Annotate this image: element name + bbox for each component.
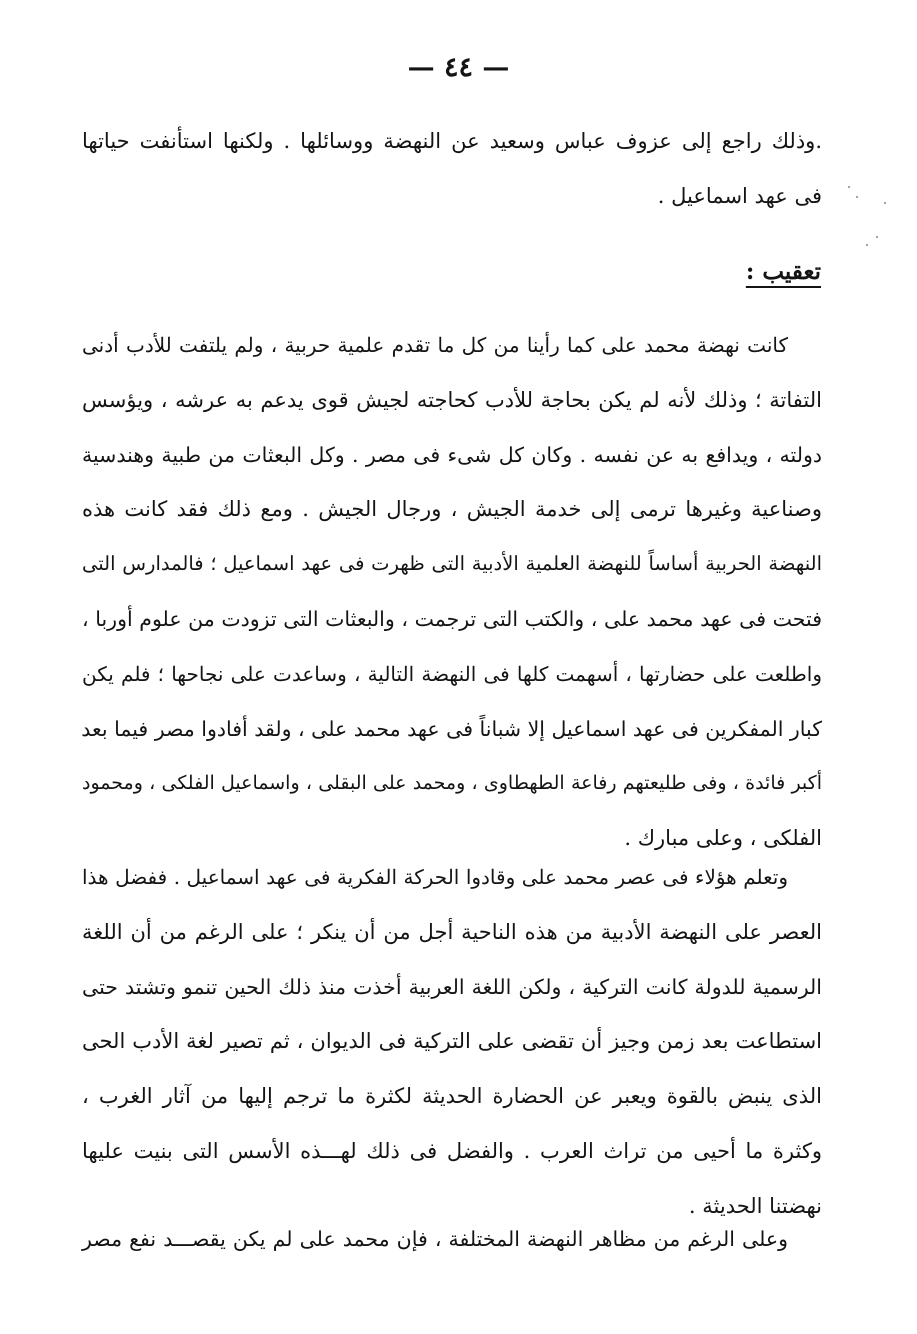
paragraph-3 [82,1212,822,1267]
text-line: .وذلك راجع إلى عزوف عباس وسعيد عن النهضة ووسائلها . ولكنها استأنفت حياتها [82,129,822,153]
intro-text [82,114,822,224]
page-number: — ٤٤ — [407,52,510,83]
scan-speck [876,236,878,238]
text-line: دولته ، ويدافع به عن نفسه . وكان كل شىء فى مصر . وكل البعثات من طبية وهندسية [82,442,822,467]
text-line: وتعلم هؤلاء فى عصر محمد على وقادوا الحركة الفكرية فى عهد اسماعيل . ففضل هذا [82,865,788,889]
text-line: وصناعية وغيرها ترمى إلى خدمة الجيش ، ورجال الجيش . ومع ذلك فقد كانت هذه [82,497,822,522]
scan-speck [866,244,868,246]
section-heading: تعقيب : [745,258,821,285]
paragraph-1 [82,318,822,866]
text-line: الرسمية للدولة كانت التركية ، ولكن اللغة العربية أخذت منذ ذلك الحين تنمو وتشتد حتى [82,974,822,999]
text-line: وكثرة ما أحيى من تراث العرب . والفضل فى ذلك لهـــذه الأسس التى بنيت عليها [82,1138,822,1163]
text-line: واطلعت على حضارتها ، أسهمت كلها فى النهضة التالية ، وساعدت على نجاحها ؛ فلم يكن [82,661,822,686]
paragraph-2 [82,850,822,1234]
text-line: الفلكى ، وعلى مبارك . [624,826,822,851]
text-line: التفاتة ؛ وذلك لأنه لم يكن بحاجة للأدب كحاجته لجيش قوى يدعم به عرشه ، ويؤسس [82,387,822,412]
text-line: وعلى الرغم من مظاهر النهضة المختلفة ، فإن محمد على لم يكن يقصـــد نفع مصر [82,1227,788,1251]
text-line: نهضتنا الحديثة . [688,1193,822,1218]
text-line: الذى ينبض بالقوة ويعبر عن الحضارة الحديثة لكثرة ما ترجم إليها من آثار الغرب ، [82,1084,822,1109]
text-line: استطاعت بعد زمن وجيز أن تقضى على التركية فى الديوان ، ثم تصير لغة الأدب الحى [82,1029,822,1054]
text-line: العصر على النهضة الأدبية من هذه الناحية أجل من أن ينكر ؛ على الرغم من أن اللغة [82,919,822,944]
text-line: كانت نهضة محمد على كما رأينا من كل ما تقدم علمية حربية ، ولم يلتفت للأدب أدنى [82,333,788,357]
text-line: كبار المفكرين فى عهد اسماعيل إلا شباناً فى عهد محمد على ، ولقد أفادوا مصر فيما بعد [81,716,822,741]
text-line: أكبر فائدة ، وفى طليعتهم رفاعة الطهطاوى ، ومحمد على البقلى ، واسماعيل الفلكى ، ومحمود [82,772,822,795]
scan-speck [848,186,850,188]
text-line: فتحت فى عهد محمد على ، والكتب التى ترجمت ، والبعثات التى تزودت من علوم أوربا ، [82,606,822,631]
scan-speck [856,196,858,198]
text-line: فى عهد اسماعيل . [657,183,822,208]
scan-speck [884,202,886,204]
text-line: النهضة الحربية أساساً للنهضة العلمية الأدبية التى ظهرت فى عهد اسماعيل ؛ فالمدارس التى [82,552,822,576]
